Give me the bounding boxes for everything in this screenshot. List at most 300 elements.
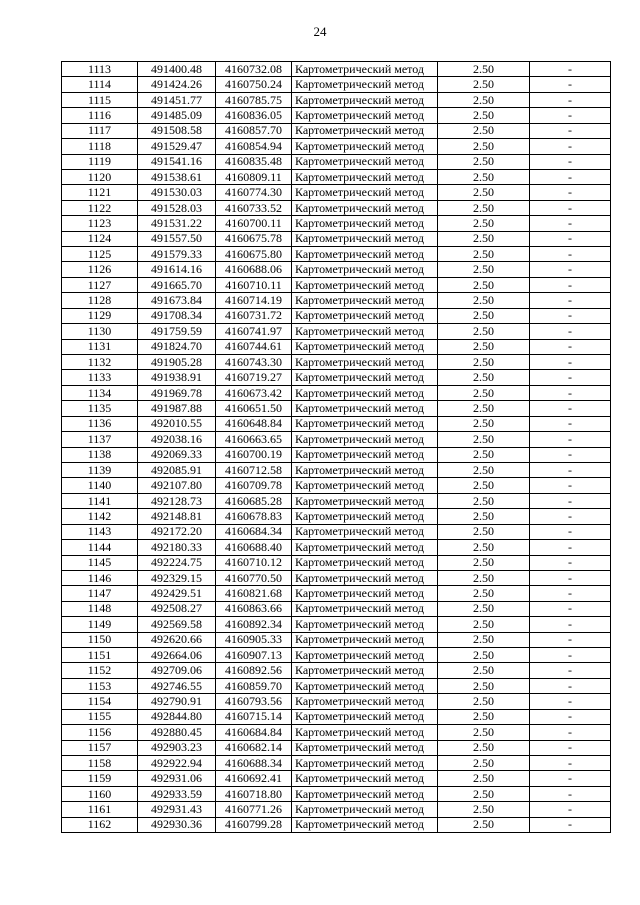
table-row [62,77,611,92]
table-row [62,247,611,262]
x-coordinate-cell: 492429.51 [138,586,216,601]
point-number-cell: 1114 [62,77,138,92]
accuracy-cell: 2.50 [438,524,530,539]
description-cell: - [530,200,611,215]
accuracy-cell: 2.50 [438,447,530,462]
x-coordinate-cell: 492620.66 [138,632,216,647]
point-number-cell: 1162 [62,817,138,832]
method-cell: Картометрический метод [292,401,438,416]
description-cell: - [530,216,611,231]
description-cell: - [530,262,611,277]
table-row [62,339,611,354]
method-cell: Картометрический метод [292,802,438,817]
method-cell: Картометрический метод [292,570,438,585]
accuracy-cell: 2.50 [438,648,530,663]
table-row [62,570,611,585]
accuracy-cell: 2.50 [438,493,530,508]
description-cell: - [530,586,611,601]
y-coordinate-cell: 4160719.27 [216,370,292,385]
point-number-cell: 1120 [62,169,138,184]
x-coordinate-cell: 492010.55 [138,416,216,431]
y-coordinate-cell: 4160905.33 [216,632,292,647]
description-cell: - [530,663,611,678]
y-coordinate-cell: 4160700.11 [216,216,292,231]
table-row [62,524,611,539]
x-coordinate-cell: 492709.06 [138,663,216,678]
x-coordinate-cell: 492933.59 [138,786,216,801]
y-coordinate-cell: 4160809.11 [216,169,292,184]
y-coordinate-cell: 4160692.41 [216,771,292,786]
accuracy-cell: 2.50 [438,308,530,323]
table-row [62,277,611,292]
method-cell: Картометрический метод [292,200,438,215]
y-coordinate-cell: 4160743.30 [216,355,292,370]
x-coordinate-cell: 491824.70 [138,339,216,354]
table-row [62,370,611,385]
table-row [62,694,611,709]
description-cell: - [530,401,611,416]
accuracy-cell: 2.50 [438,617,530,632]
method-cell: Картометрический метод [292,370,438,385]
point-number-cell: 1123 [62,216,138,231]
y-coordinate-cell: 4160663.65 [216,432,292,447]
y-coordinate-cell: 4160651.50 [216,401,292,416]
x-coordinate-cell: 491557.50 [138,231,216,246]
method-cell: Картометрический метод [292,247,438,262]
x-coordinate-cell: 492172.20 [138,524,216,539]
accuracy-cell: 2.50 [438,123,530,138]
description-cell: - [530,462,611,477]
method-cell: Картометрический метод [292,77,438,92]
x-coordinate-cell: 491759.59 [138,324,216,339]
table-row [62,617,611,632]
y-coordinate-cell: 4160793.56 [216,694,292,709]
table-row [62,755,611,770]
description-cell: - [530,509,611,524]
y-coordinate-cell: 4160857.70 [216,123,292,138]
point-number-cell: 1119 [62,154,138,169]
table-row [62,493,611,508]
point-number-cell: 1149 [62,617,138,632]
description-cell: - [530,617,611,632]
description-cell: - [530,308,611,323]
table-row [62,216,611,231]
point-number-cell: 1155 [62,709,138,724]
y-coordinate-cell: 4160648.84 [216,416,292,431]
description-cell: - [530,169,611,184]
x-coordinate-cell: 492930.36 [138,817,216,832]
y-coordinate-cell: 4160863.66 [216,601,292,616]
x-coordinate-cell: 492069.33 [138,447,216,462]
table-row [62,632,611,647]
y-coordinate-cell: 4160710.11 [216,277,292,292]
accuracy-cell: 2.50 [438,509,530,524]
x-coordinate-cell: 492038.16 [138,432,216,447]
table-row [62,663,611,678]
method-cell: Картометрический метод [292,216,438,231]
description-cell: - [530,385,611,400]
method-cell: Картометрический метод [292,277,438,292]
method-cell: Картометрический метод [292,509,438,524]
accuracy-cell: 2.50 [438,139,530,154]
table-row [62,355,611,370]
y-coordinate-cell: 4160712.58 [216,462,292,477]
method-cell: Картометрический метод [292,385,438,400]
x-coordinate-cell: 492107.80 [138,478,216,493]
description-cell: - [530,108,611,123]
description-cell: - [530,123,611,138]
description-cell: - [530,339,611,354]
description-cell: - [530,62,611,77]
y-coordinate-cell: 4160682.14 [216,740,292,755]
x-coordinate-cell: 491451.77 [138,92,216,107]
table-row [62,478,611,493]
point-number-cell: 1125 [62,247,138,262]
point-number-cell: 1143 [62,524,138,539]
accuracy-cell: 2.50 [438,108,530,123]
accuracy-cell: 2.50 [438,432,530,447]
table-row [62,200,611,215]
coordinates-table [61,61,611,833]
method-cell: Картометрический метод [292,432,438,447]
accuracy-cell: 2.50 [438,755,530,770]
accuracy-cell: 2.50 [438,355,530,370]
table-row [62,648,611,663]
x-coordinate-cell: 492844.80 [138,709,216,724]
y-coordinate-cell: 4160688.06 [216,262,292,277]
accuracy-cell: 2.50 [438,370,530,385]
table-row [62,108,611,123]
method-cell: Картометрический метод [292,324,438,339]
table-row [62,786,611,801]
y-coordinate-cell: 4160854.94 [216,139,292,154]
point-number-cell: 1156 [62,725,138,740]
point-number-cell: 1113 [62,62,138,77]
y-coordinate-cell: 4160710.12 [216,555,292,570]
description-cell: - [530,540,611,555]
accuracy-cell: 2.50 [438,200,530,215]
description-cell: - [530,570,611,585]
description-cell: - [530,725,611,740]
method-cell: Картометрический метод [292,123,438,138]
x-coordinate-cell: 491529.47 [138,139,216,154]
point-number-cell: 1147 [62,586,138,601]
point-number-cell: 1131 [62,339,138,354]
table-row [62,169,611,184]
accuracy-cell: 2.50 [438,169,530,184]
accuracy-cell: 2.50 [438,416,530,431]
y-coordinate-cell: 4160684.34 [216,524,292,539]
accuracy-cell: 2.50 [438,555,530,570]
y-coordinate-cell: 4160675.78 [216,231,292,246]
point-number-cell: 1134 [62,385,138,400]
method-cell: Картометрический метод [292,648,438,663]
point-number-cell: 1146 [62,570,138,585]
y-coordinate-cell: 4160731.72 [216,308,292,323]
accuracy-cell: 2.50 [438,663,530,678]
description-cell: - [530,786,611,801]
accuracy-cell: 2.50 [438,540,530,555]
point-number-cell: 1159 [62,771,138,786]
accuracy-cell: 2.50 [438,786,530,801]
y-coordinate-cell: 4160675.80 [216,247,292,262]
method-cell: Картометрический метод [292,169,438,184]
description-cell: - [530,92,611,107]
method-cell: Картометрический метод [292,586,438,601]
table-row [62,432,611,447]
table-row [62,92,611,107]
table-row [62,139,611,154]
method-cell: Картометрический метод [292,817,438,832]
method-cell: Картометрический метод [292,139,438,154]
method-cell: Картометрический метод [292,447,438,462]
method-cell: Картометрический метод [292,154,438,169]
description-cell: - [530,447,611,462]
table-row [62,540,611,555]
method-cell: Картометрический метод [292,663,438,678]
method-cell: Картометрический метод [292,771,438,786]
point-number-cell: 1132 [62,355,138,370]
y-coordinate-cell: 4160715.14 [216,709,292,724]
table-row [62,601,611,616]
point-number-cell: 1140 [62,478,138,493]
description-cell: - [530,524,611,539]
y-coordinate-cell: 4160835.48 [216,154,292,169]
y-coordinate-cell: 4160799.28 [216,817,292,832]
method-cell: Картометрический метод [292,185,438,200]
point-number-cell: 1151 [62,648,138,663]
x-coordinate-cell: 492508.27 [138,601,216,616]
x-coordinate-cell: 491673.84 [138,293,216,308]
method-cell: Картометрический метод [292,678,438,693]
accuracy-cell: 2.50 [438,694,530,709]
description-cell: - [530,324,611,339]
description-cell: - [530,493,611,508]
description-cell: - [530,694,611,709]
y-coordinate-cell: 4160733.52 [216,200,292,215]
table-row [62,293,611,308]
method-cell: Картометрический метод [292,478,438,493]
method-cell: Картометрический метод [292,617,438,632]
method-cell: Картометрический метод [292,755,438,770]
table-row [62,709,611,724]
y-coordinate-cell: 4160685.28 [216,493,292,508]
accuracy-cell: 2.50 [438,740,530,755]
table-row [62,308,611,323]
accuracy-cell: 2.50 [438,154,530,169]
y-coordinate-cell: 4160709.78 [216,478,292,493]
point-number-cell: 1160 [62,786,138,801]
y-coordinate-cell: 4160821.68 [216,586,292,601]
accuracy-cell: 2.50 [438,247,530,262]
x-coordinate-cell: 492329.15 [138,570,216,585]
y-coordinate-cell: 4160741.97 [216,324,292,339]
description-cell: - [530,370,611,385]
point-number-cell: 1157 [62,740,138,755]
accuracy-cell: 2.50 [438,293,530,308]
x-coordinate-cell: 491485.09 [138,108,216,123]
y-coordinate-cell: 4160907.13 [216,648,292,663]
table-row [62,447,611,462]
description-cell: - [530,293,611,308]
point-number-cell: 1128 [62,293,138,308]
point-number-cell: 1148 [62,601,138,616]
x-coordinate-cell: 491579.33 [138,247,216,262]
x-coordinate-cell: 492569.58 [138,617,216,632]
description-cell: - [530,416,611,431]
description-cell: - [530,139,611,154]
point-number-cell: 1136 [62,416,138,431]
description-cell: - [530,247,611,262]
accuracy-cell: 2.50 [438,77,530,92]
method-cell: Картометрический метод [292,725,438,740]
y-coordinate-cell: 4160744.61 [216,339,292,354]
description-cell: - [530,678,611,693]
coordinates-table-body [62,62,611,833]
method-cell: Картометрический метод [292,540,438,555]
point-number-cell: 1115 [62,92,138,107]
y-coordinate-cell: 4160892.34 [216,617,292,632]
page-number: 24 [313,24,327,39]
table-row [62,678,611,693]
accuracy-cell: 2.50 [438,601,530,616]
description-cell: - [530,277,611,292]
method-cell: Картометрический метод [292,293,438,308]
accuracy-cell: 2.50 [438,231,530,246]
point-number-cell: 1135 [62,401,138,416]
description-cell: - [530,817,611,832]
x-coordinate-cell: 492931.06 [138,771,216,786]
accuracy-cell: 2.50 [438,632,530,647]
x-coordinate-cell: 491665.70 [138,277,216,292]
description-cell: - [530,478,611,493]
point-number-cell: 1126 [62,262,138,277]
method-cell: Картометрический метод [292,786,438,801]
x-coordinate-cell: 491969.78 [138,385,216,400]
x-coordinate-cell: 491400.48 [138,62,216,77]
accuracy-cell: 2.50 [438,725,530,740]
description-cell: - [530,601,611,616]
table-row [62,771,611,786]
accuracy-cell: 2.50 [438,339,530,354]
y-coordinate-cell: 4160892.56 [216,663,292,678]
accuracy-cell: 2.50 [438,216,530,231]
point-number-cell: 1122 [62,200,138,215]
x-coordinate-cell: 491987.88 [138,401,216,416]
point-number-cell: 1139 [62,462,138,477]
accuracy-cell: 2.50 [438,185,530,200]
table-row [62,802,611,817]
point-number-cell: 1145 [62,555,138,570]
method-cell: Картометрический метод [292,493,438,508]
method-cell: Картометрический метод [292,308,438,323]
accuracy-cell: 2.50 [438,385,530,400]
x-coordinate-cell: 492664.06 [138,648,216,663]
accuracy-cell: 2.50 [438,678,530,693]
table-row [62,62,611,77]
method-cell: Картометрический метод [292,601,438,616]
method-cell: Картометрический метод [292,108,438,123]
point-number-cell: 1117 [62,123,138,138]
x-coordinate-cell: 491508.58 [138,123,216,138]
y-coordinate-cell: 4160859.70 [216,678,292,693]
y-coordinate-cell: 4160688.40 [216,540,292,555]
x-coordinate-cell: 492085.91 [138,462,216,477]
x-coordinate-cell: 491905.28 [138,355,216,370]
y-coordinate-cell: 4160718.80 [216,786,292,801]
point-number-cell: 1137 [62,432,138,447]
accuracy-cell: 2.50 [438,262,530,277]
accuracy-cell: 2.50 [438,802,530,817]
accuracy-cell: 2.50 [438,92,530,107]
x-coordinate-cell: 491531.22 [138,216,216,231]
point-number-cell: 1118 [62,139,138,154]
table-row [62,324,611,339]
point-number-cell: 1152 [62,663,138,678]
x-coordinate-cell: 491541.16 [138,154,216,169]
y-coordinate-cell: 4160774.30 [216,185,292,200]
accuracy-cell: 2.50 [438,324,530,339]
table-row [62,262,611,277]
x-coordinate-cell: 491708.34 [138,308,216,323]
accuracy-cell: 2.50 [438,401,530,416]
y-coordinate-cell: 4160750.24 [216,77,292,92]
x-coordinate-cell: 492880.45 [138,725,216,740]
x-coordinate-cell: 492922.94 [138,755,216,770]
table-row [62,725,611,740]
accuracy-cell: 2.50 [438,62,530,77]
x-coordinate-cell: 492746.55 [138,678,216,693]
table-row [62,555,611,570]
accuracy-cell: 2.50 [438,771,530,786]
x-coordinate-cell: 491938.91 [138,370,216,385]
x-coordinate-cell: 492224.75 [138,555,216,570]
x-coordinate-cell: 492180.33 [138,540,216,555]
y-coordinate-cell: 4160688.34 [216,755,292,770]
point-number-cell: 1133 [62,370,138,385]
table-row [62,586,611,601]
accuracy-cell: 2.50 [438,462,530,477]
y-coordinate-cell: 4160673.42 [216,385,292,400]
y-coordinate-cell: 4160700.19 [216,447,292,462]
description-cell: - [530,185,611,200]
point-number-cell: 1130 [62,324,138,339]
method-cell: Картометрический метод [292,555,438,570]
y-coordinate-cell: 4160714.19 [216,293,292,308]
point-number-cell: 1153 [62,678,138,693]
accuracy-cell: 2.50 [438,817,530,832]
method-cell: Картометрический метод [292,524,438,539]
description-cell: - [530,755,611,770]
point-number-cell: 1158 [62,755,138,770]
table-row [62,740,611,755]
description-cell: - [530,432,611,447]
method-cell: Картометрический метод [292,462,438,477]
description-cell: - [530,740,611,755]
x-coordinate-cell: 491528.03 [138,200,216,215]
y-coordinate-cell: 4160771.26 [216,802,292,817]
table-row [62,401,611,416]
y-coordinate-cell: 4160836.05 [216,108,292,123]
description-cell: - [530,231,611,246]
point-number-cell: 1116 [62,108,138,123]
accuracy-cell: 2.50 [438,478,530,493]
point-number-cell: 1129 [62,308,138,323]
table-row [62,462,611,477]
description-cell: - [530,77,611,92]
point-number-cell: 1161 [62,802,138,817]
method-cell: Картометрический метод [292,231,438,246]
